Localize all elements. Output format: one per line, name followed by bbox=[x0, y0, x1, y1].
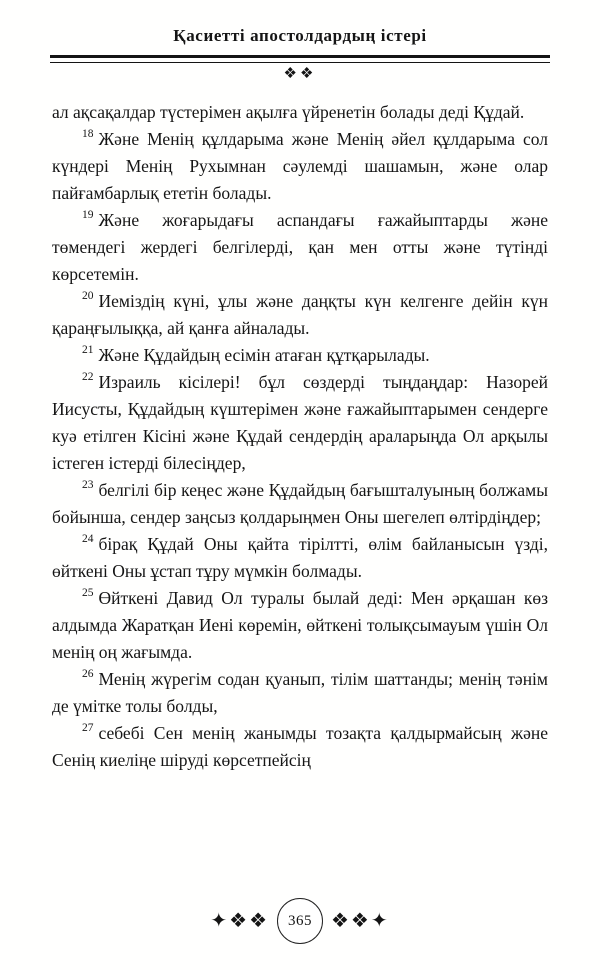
verse-paragraph bbox=[52, 288, 548, 342]
verse-number: 27 bbox=[82, 722, 94, 735]
header-ornament-icon: ❖❖ bbox=[283, 66, 317, 82]
verse-paragraph bbox=[52, 369, 548, 477]
double-rule bbox=[50, 55, 550, 63]
verse-paragraph bbox=[52, 531, 548, 585]
verse-text: Және жоғарыдағы аспандағы ғажайыптарды және төмендегі жердегі белгілерді, қан мен отты және түтінді көрсетемін. bbox=[52, 210, 548, 284]
verse-number: 25 bbox=[82, 587, 94, 600]
verse-number: 26 bbox=[82, 668, 94, 681]
verse-paragraph bbox=[52, 720, 548, 774]
verse-text: Өйткені Давид Ол туралы былай деді: Мен әрқашан көз алдымда Жаратқан Иені көремін, өйткені толықсымауым үшін Ол менің оң жағымда. bbox=[52, 588, 548, 662]
verse-text: Израиль кісілері! бұл сөздерді тыңдаңдар: Назорей Иисусты, Құдайдың күштерімен және ғажайыптарымен сендерге куә етілген Кісіні және Құдай сендердің араларыңда Ол арқылы істеген істерді білесіңдер, bbox=[52, 372, 548, 473]
page-header bbox=[0, 0, 600, 83]
verse-text: белгілі бір кеңес және Құдайдың бағышталуының болжамы бойынша, сендер заңсыз қолдарыңмен Оны шегелеп өлтірдіңдер; bbox=[52, 480, 548, 527]
verse-paragraph bbox=[52, 126, 548, 207]
page-number: 365 bbox=[288, 912, 312, 929]
page-number-circle bbox=[277, 898, 323, 944]
verse-text: бірақ Құдай Оны қайта тірілтті, өлім байланысын үзді, өйткені Оны ұстап тұру мүмкін болмады. bbox=[52, 534, 548, 581]
verse-paragraph bbox=[52, 207, 548, 288]
verse-number: 24 bbox=[82, 533, 94, 546]
verse-number: 20 bbox=[82, 290, 94, 303]
verse-paragraph bbox=[52, 585, 548, 666]
verse-number: 23 bbox=[82, 479, 94, 492]
verse-number: 22 bbox=[82, 371, 94, 384]
verse-number: 19 bbox=[82, 209, 94, 222]
verse-paragraph bbox=[52, 99, 548, 126]
verse-text: ал ақсақалдар түстерімен ақылға үйренетін болады деді Құдай. bbox=[52, 102, 525, 122]
verse-text: Менің жүрегім содан қуанып, тілім шаттанды; менің тәнім де үмітке толы болды, bbox=[52, 669, 548, 716]
verse-text: Және Менің құлдарыма және Менің әйел құлдарыма сол күндері Менің Рухымнан сәулемді шашамын, және олар пайғамбарлық ететін болады. bbox=[52, 129, 548, 203]
verse-paragraph bbox=[52, 666, 548, 720]
page-footer bbox=[0, 898, 600, 944]
footer-ornament-right-icon: ❖❖✦ bbox=[331, 910, 390, 932]
verse-number: 18 bbox=[82, 128, 94, 141]
verse-text: себебі Сен менің жанымды тозақта қалдырмайсың және Сенің киеліңе шіруді көрсетпейсің bbox=[52, 723, 548, 770]
page-title: Қасиетті апостолдардың істері bbox=[173, 26, 427, 45]
verse-body bbox=[0, 83, 600, 774]
verse-text: Және Құдайдың есімін атаған құтқарылады. bbox=[98, 345, 430, 365]
header-rule bbox=[50, 55, 550, 63]
verse-number: 21 bbox=[82, 344, 94, 357]
footer-ornament-left-icon: ✦❖❖ bbox=[210, 910, 269, 932]
verse-paragraph bbox=[52, 477, 548, 531]
verse-paragraph bbox=[52, 342, 548, 369]
verse-text: Иеміздің күні, ұлы және даңқты күн келгенге дейін күн қараңғылыққа, ай қанға айналады. bbox=[52, 291, 548, 338]
